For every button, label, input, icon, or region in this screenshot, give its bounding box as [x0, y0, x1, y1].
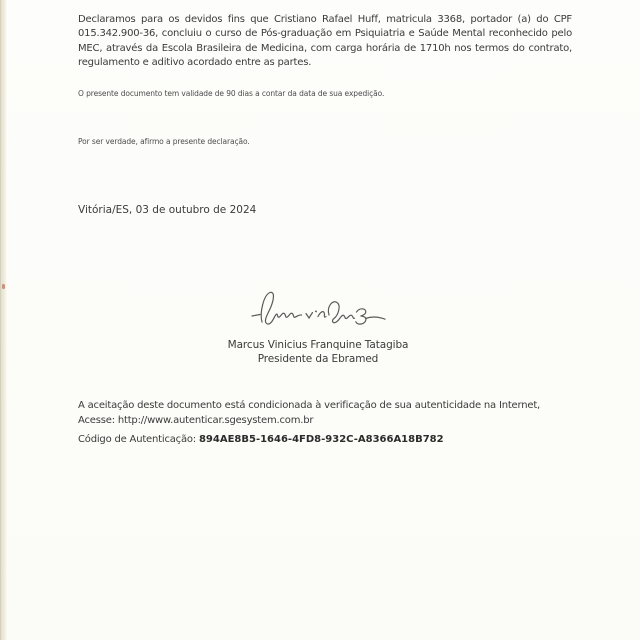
signature-block	[158, 288, 478, 366]
auth-code-value: 894AE8B5-1646-4FD8-932C-A8366A18B782	[198, 434, 444, 445]
handwritten-signature-icon	[249, 288, 387, 334]
scan-artifact-speck	[2, 284, 5, 289]
verification-url: http://www.autenticar.sgesystem.com.br	[117, 414, 314, 426]
verification-access-prefix: Acesse:	[78, 414, 118, 426]
verification-notice	[78, 399, 578, 428]
auth-code-line	[78, 434, 444, 445]
signer-name: Marcus Vinicius Franquine Tatagiba	[227, 339, 409, 351]
verification-line1: A aceitação deste documento está condicionada à verificação de sua autenticidade na Internet,	[78, 400, 541, 411]
declaration-paragraph: Declaramos para os devidos fins que Cristiano Rafael Huff, matricula 3368, portador (a) do CPF 015.342.900-36, concluiu o curso de Pós-graduação em Psiquiatria e Saúde Mental reconhecido pelo MEC, através da Escola Brasileira de Medicina, com carga horária de 1710h nos termos do contrato, regulamento e aditivo acordado entre as partes.	[78, 14, 572, 69]
scan-paper-edge	[0, 0, 7, 640]
validity-note: O presente documento tem validade de 90 dias a contar da data de sua expedição.	[78, 89, 385, 98]
place-date-line: Vitória/ES, 03 de outubro de 2024	[78, 204, 257, 216]
signer-title: Presidente da Ebramed	[257, 353, 379, 365]
auth-code-label: Código de Autenticação:	[78, 434, 199, 445]
truth-statement: Por ser verdade, afirmo a presente declaração.	[78, 137, 250, 146]
